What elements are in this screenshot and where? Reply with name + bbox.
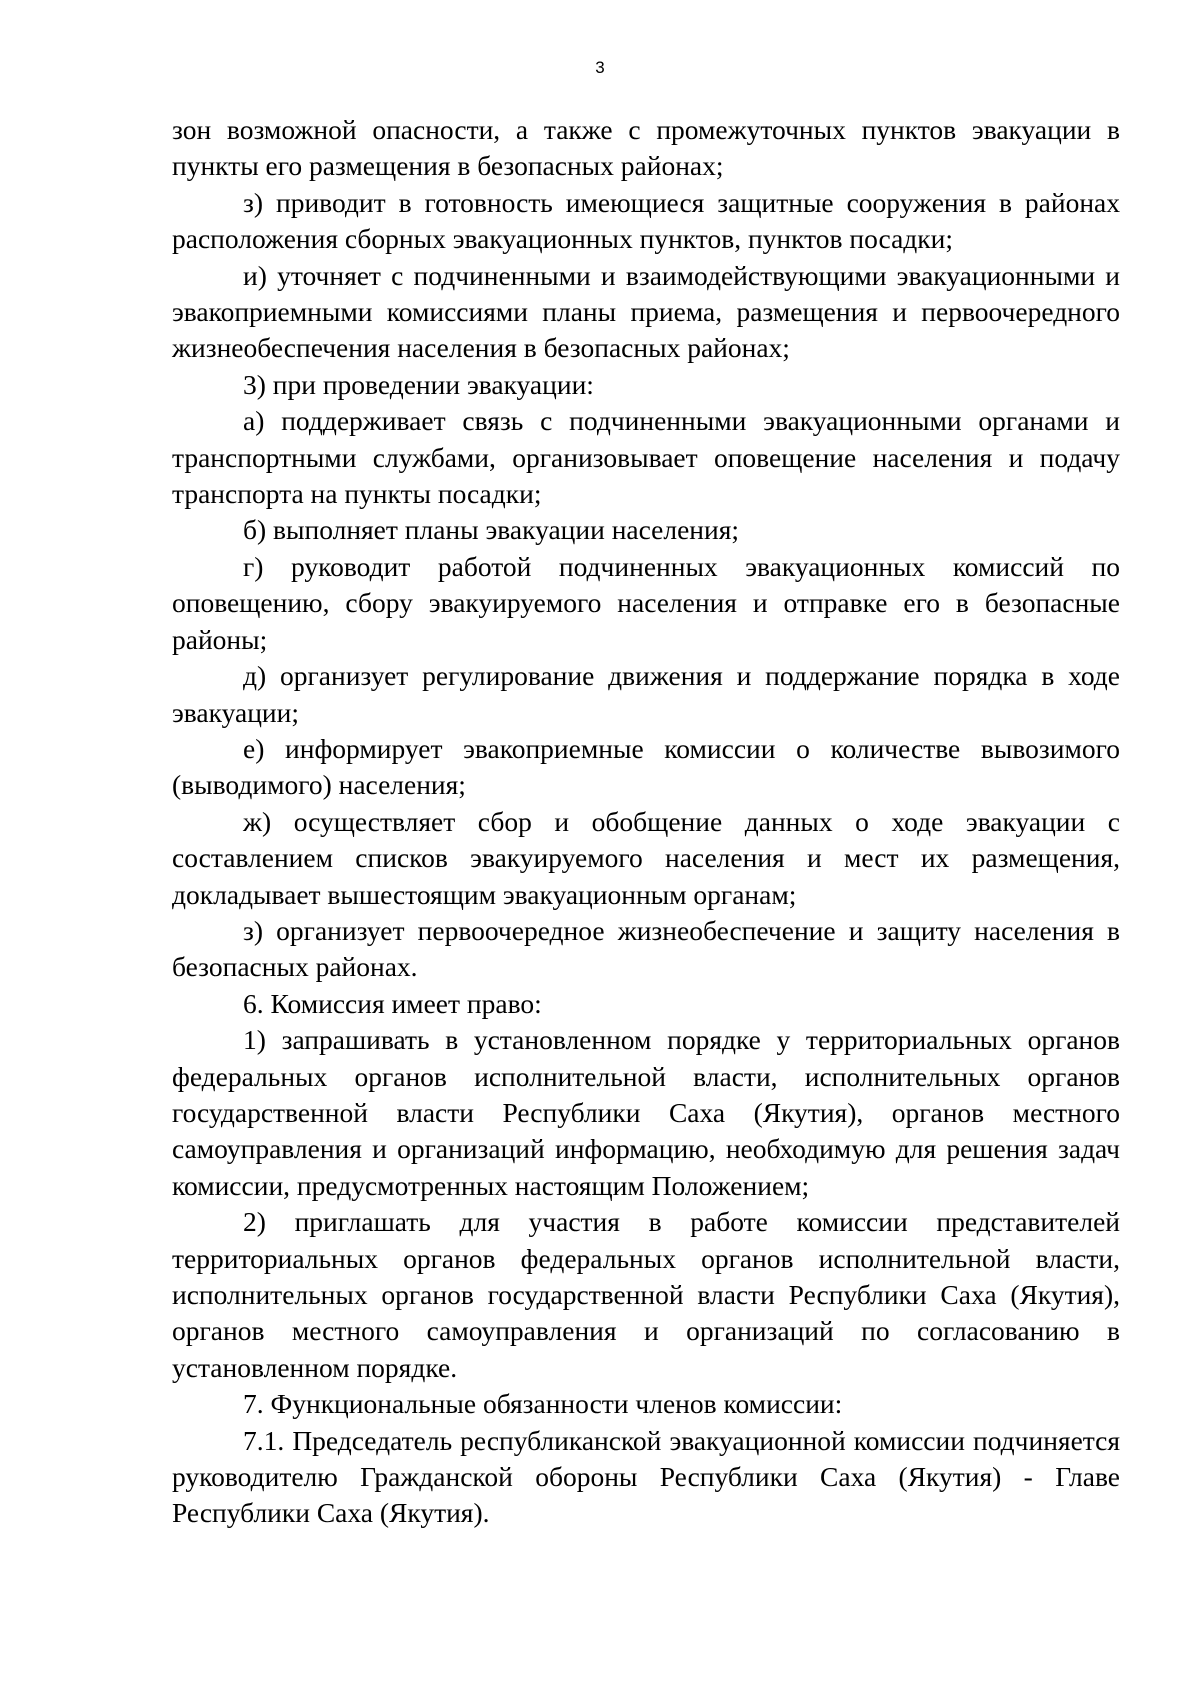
document-body <box>172 112 1120 1532</box>
paragraph-item-z-shelters: з) приводит в готовность имеющиеся защитные сооружения в районах расположения сборных эвакуационных пунктов, пунктов посадки; <box>172 186 1120 255</box>
paragraph-item-b-plans: б) выполняет планы эвакуации населения; <box>243 514 740 546</box>
paragraph-item-7-1-chairman: 7.1. Председатель республиканской эвакуационной комиссии подчиняется руководителю Гражданской обороны Республики Саха (Якутия) - Главе Республики Саха (Якутия). <box>172 1424 1120 1529</box>
paragraph-section-7-heading: 7. Функциональные обязанности членов комиссии: <box>243 1388 843 1420</box>
paragraph-continuation: зон возможной опасности, а также с промежуточных пунктов эвакуации в пункты его размещения в безопасных районах; <box>172 114 1120 182</box>
paragraph-item-i-plans: и) уточняет с подчиненными и взаимодействующими эвакуационными и эвакоприемными комиссиями планы приема, размещения и первоочередного жизнеобеспечения населения в безопасных районах; <box>172 259 1120 364</box>
paragraph-item-zh-data: ж) осуществляет сбор и обобщение данных о ходе эвакуации с составлением списков эвакуируемого населения и мест их размещения, докладывает вышестоящим эвакуационным органам; <box>172 805 1120 910</box>
paragraph-section-6-heading: 6. Комиссия имеет право: <box>243 987 542 1019</box>
paragraph-right-2-invite: 2) приглашать для участия в работе комиссии представителей территориальных органов федеральных органов исполнительной власти, исполнительных органов государственной власти Республики Саха (Якутия), органов местного самоуправления и организаций по согласованию в установленном порядке. <box>172 1206 1120 1383</box>
paragraph-item-d-traffic: д) организует регулирование движения и поддержание порядка в ходе эвакуации; <box>172 660 1120 728</box>
page-number: 3 <box>595 58 605 77</box>
paragraph-item-g-management: г) руководит работой подчиненных эвакуационных комиссий по оповещению, сбору эвакуируемого населения и отправке его в безопасные районы; <box>172 550 1120 655</box>
paragraph-item-z-life-support: з) организует первоочередное жизнеобеспечение и защиту населения в безопасных районах. <box>172 914 1120 983</box>
paragraph-item-a-communication: а) поддерживает связь с подчиненными эвакуационными органами и транспортными службами, организовывает оповещение населения и подачу транспорта на пункты посадки; <box>172 405 1120 510</box>
paragraph-right-1-request: 1) запрашивать в установленном порядке у территориальных органов федеральных органов исполнительной власти, исполнительных органов государственной власти Республики Саха (Якутия), органов местного самоуправления и организаций информацию, необходимую для решения задач комиссии, предусмотренных настоящим Положением; <box>172 1024 1120 1201</box>
paragraph-item-e-inform: е) информирует эвакоприемные комиссии о количестве вывозимого (выводимого) населения; <box>172 732 1120 801</box>
paragraph-section-3-heading: 3) при проведении эвакуации: <box>243 368 594 400</box>
